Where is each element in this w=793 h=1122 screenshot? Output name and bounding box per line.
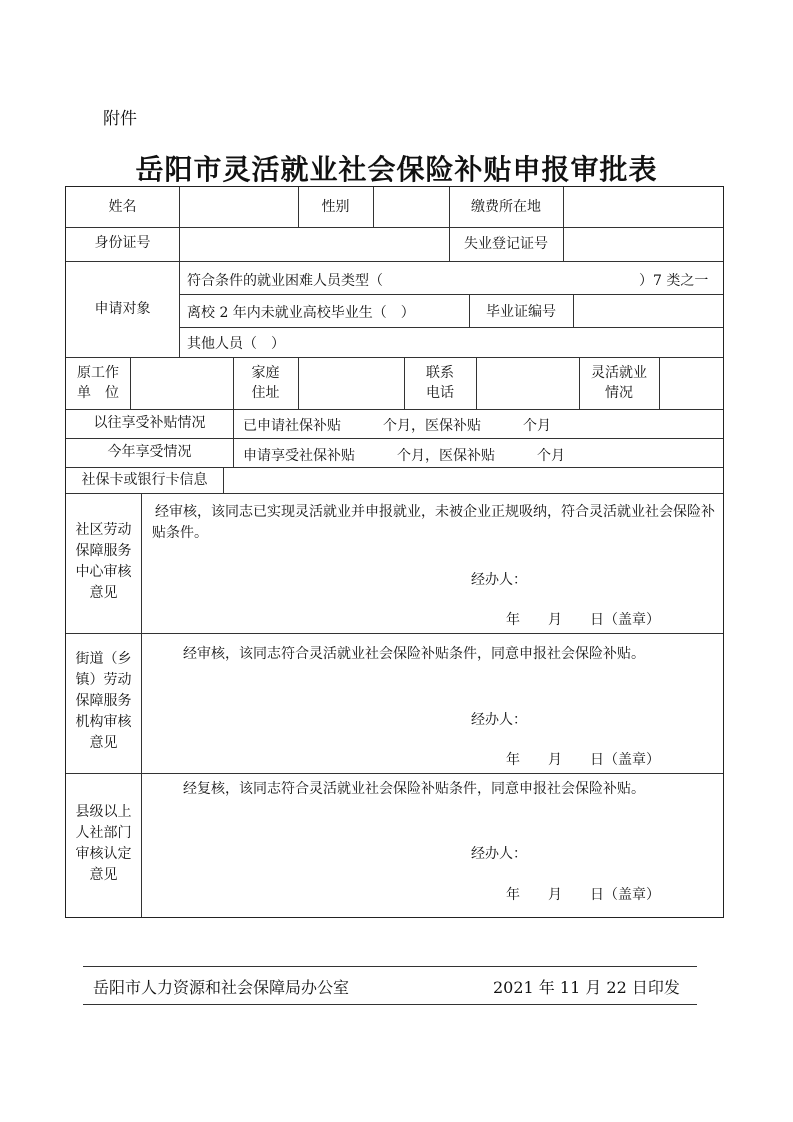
home-address-field[interactable] [299,358,403,408]
payment-location-field[interactable] [564,188,722,226]
payment-location-label: 缴费所在地 [471,199,541,215]
street-review-label-line2: 镇）劳动 [75,672,132,688]
former-employer-label [66,363,130,403]
graduate-option[interactable]: 离校 2 年内未就业高校毕业生（ ） [187,305,415,321]
footer-top-rule [83,966,697,967]
difficult-employment-option[interactable]: 符合条件的就业困难人员类型（ [187,273,383,289]
phone-label-line1: 联系 [426,365,454,381]
grad-cert-label: 毕业证编号 [486,304,556,320]
county-review-handler: 经办人： [471,846,527,862]
community-review-date: 年 月 日（盖章） [506,612,660,628]
former-employer-field[interactable] [131,358,232,408]
former-employer-label-line2: 单 位 [77,385,119,401]
flexible-employment-label-line1: 灵活就业 [591,365,647,381]
home-address-label [233,363,298,403]
flexible-employment-field[interactable] [660,358,722,408]
county-review-date: 年 月 日（盖章） [506,887,660,903]
phone-field[interactable] [477,358,578,408]
issue-date: 2021 年 11 月 22 日印发 [493,978,680,997]
phone-label [404,363,476,403]
community-review-label-line4: 意见 [89,585,118,601]
id-number-label: 身份证号 [94,235,151,251]
community-review-label-line2: 保障服务 [75,543,132,559]
street-review-opinion: 经审核，该同志符合灵活就业社会保险补贴条件，同意申报社会保险补贴。 [183,646,645,662]
other-option[interactable]: 其他人员（ ） [187,336,285,352]
street-review-date: 年 月 日（盖章） [506,752,660,768]
home-address-label-line1: 家庭 [251,365,280,381]
applicant-label: 申请对象 [94,301,151,317]
street-review-label-line5: 意见 [89,735,118,751]
grad-cert-field[interactable] [574,295,722,326]
county-review-label-line2: 人社部门 [75,825,132,841]
application-form [65,186,724,918]
street-review-label-line1: 街道（乡 [75,651,132,667]
page-title: 岳阳市灵活就业社会保险补贴申报审批表 [135,153,658,186]
attachment-label: 附件 [103,109,137,129]
id-number-field[interactable] [180,228,448,260]
street-review-label-line4: 机构审核 [75,714,132,730]
community-review-opinion: 经审核，该同志已实现灵活就业并申报就业，未被企业正规吸纳，符合灵活就业社会保险补贴条件。 [152,504,715,541]
current-subsidy-label: 今年享受情况 [107,444,192,460]
past-subsidy-value: 已申请社保补贴 个月，医保补贴 个月 [243,418,551,434]
flexible-employment-label [579,363,659,403]
former-employer-label-line1: 原工作 [77,365,119,381]
community-review-handler: 经办人： [471,572,527,588]
name-field[interactable] [180,188,297,226]
footer-bottom-rule [83,1004,697,1005]
gender-field[interactable] [374,188,448,226]
past-subsidy-label: 以往享受补贴情况 [93,415,206,431]
card-info-label: 社保卡或银行卡信息 [81,472,208,488]
community-review-label-line1: 社区劳动 [75,522,132,538]
county-review-label-line4: 意见 [89,867,118,883]
street-review-label [66,649,141,754]
street-review-label-line3: 保障服务 [75,693,132,709]
county-review-label-line3: 审核认定 [75,846,132,862]
unemployment-reg-label: 失业登记证号 [464,236,548,252]
gender-label: 性别 [321,199,350,215]
community-review-label-line3: 中心审核 [75,564,132,580]
unemployment-reg-field[interactable] [564,228,722,260]
home-address-label-line2: 住址 [251,385,280,401]
name-label: 姓名 [108,199,137,215]
phone-label-line2: 电话 [426,385,454,401]
card-info-field[interactable] [224,468,722,492]
county-review-label-line1: 县级以上 [75,804,132,820]
street-review-handler: 经办人： [471,712,527,728]
category-suffix: ）7 类之一 [639,273,709,289]
county-review-opinion: 经复核，该同志符合灵活就业社会保险补贴条件，同意申报社会保险补贴。 [183,781,645,797]
flexible-employment-label-line2: 情况 [605,385,633,401]
county-review-label [66,802,141,886]
community-review-label [66,520,141,604]
current-subsidy-value: 申请享受社保补贴 个月，医保补贴 个月 [243,448,565,464]
issuing-office: 岳阳市人力资源和社会保障局办公室 [93,978,350,997]
